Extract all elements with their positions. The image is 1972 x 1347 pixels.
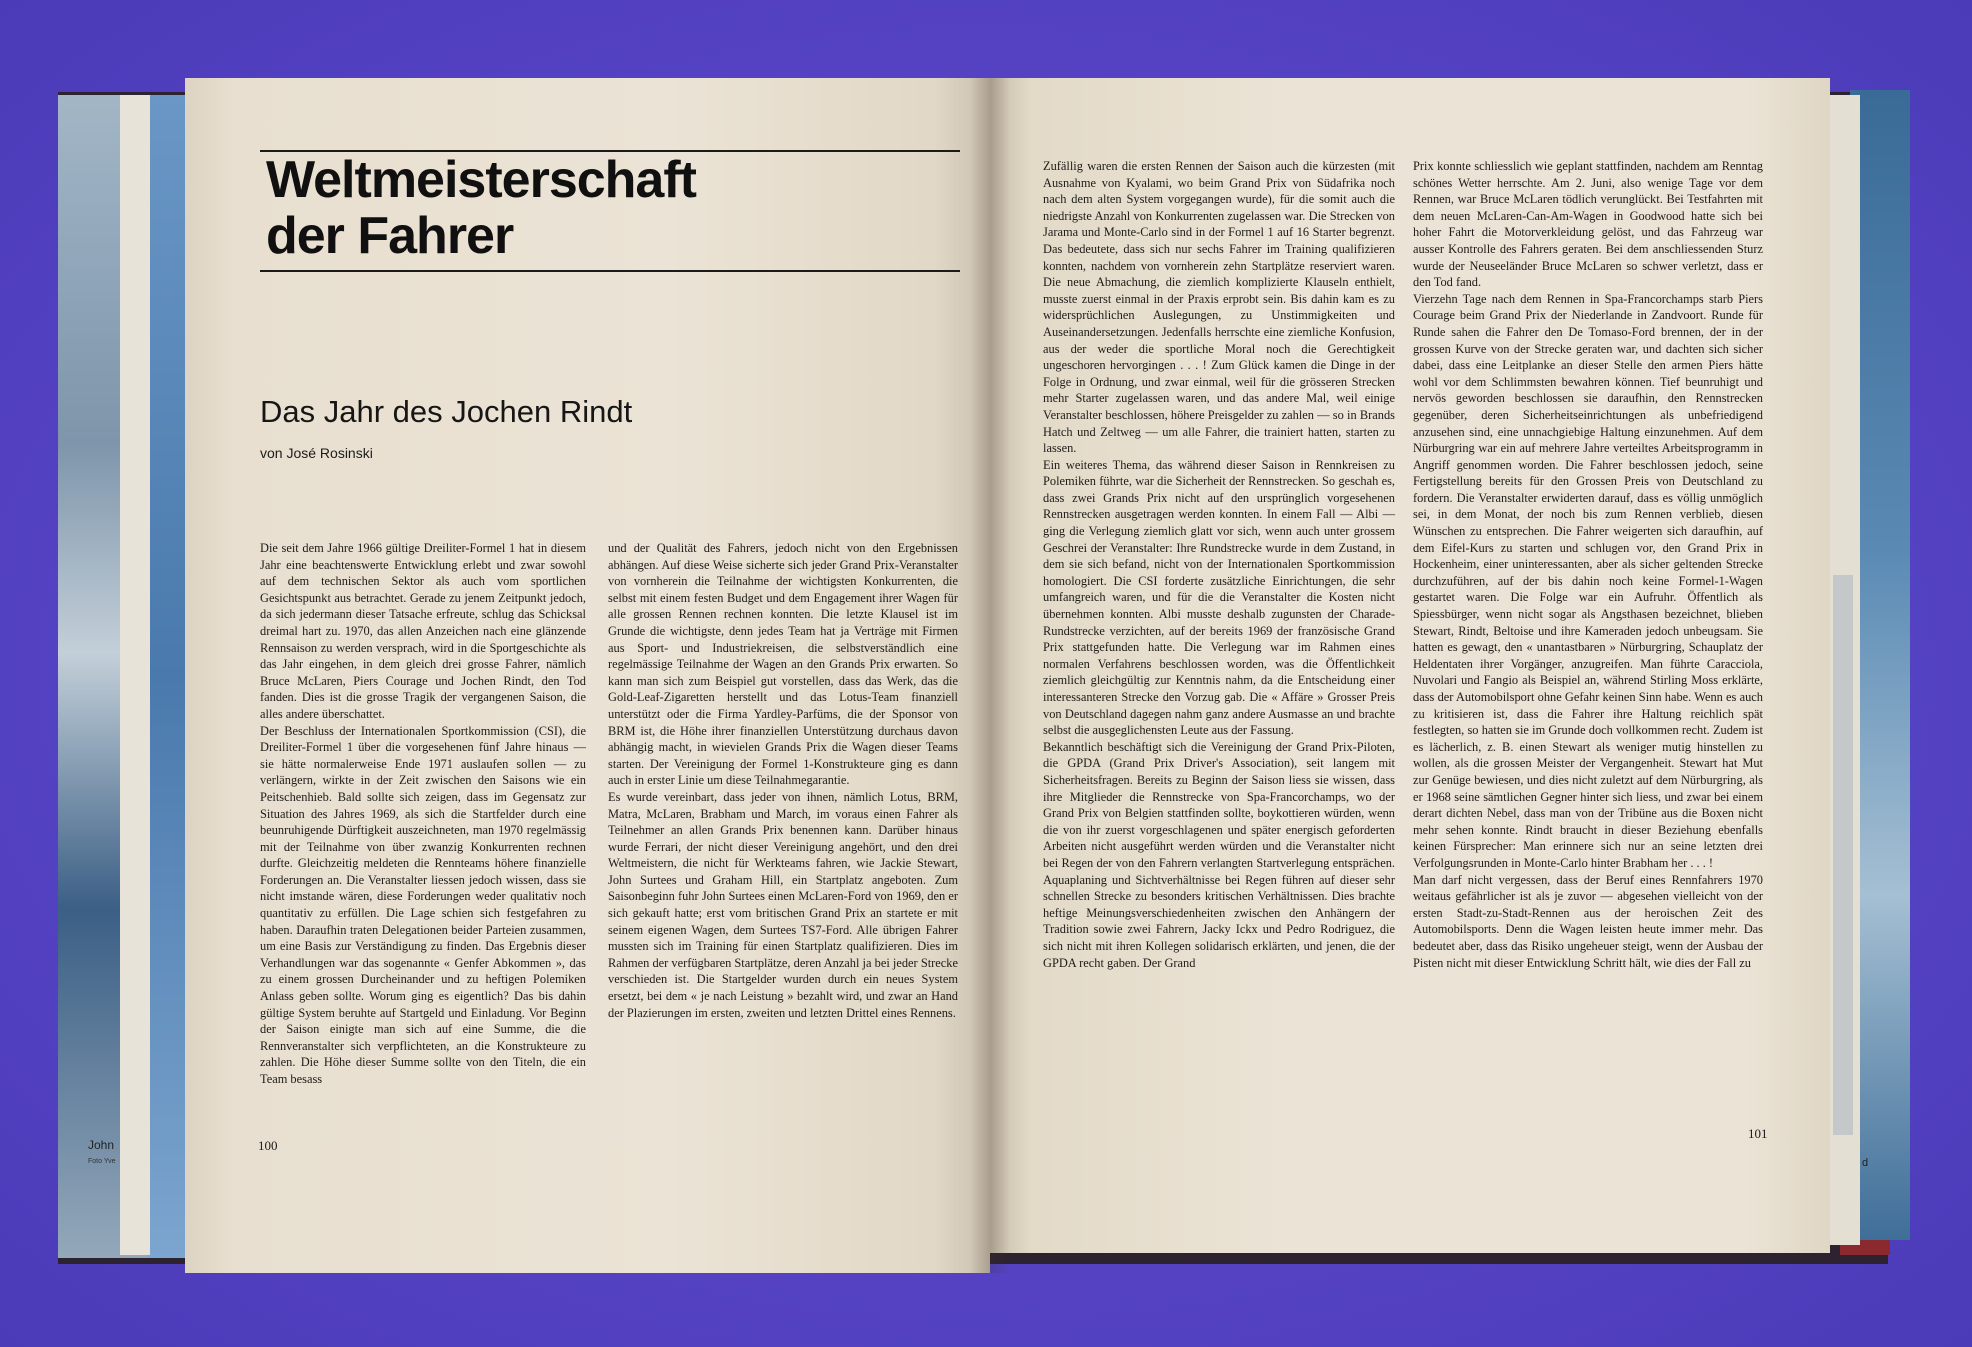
right-page-edge-photo bbox=[1833, 575, 1853, 1135]
paragraph: Prix konnte schliesslich wie geplant stattfinden, nachdem am Renntag schönes Wetter herrschte. Am 2. Juni, also wenige Tage vor dem Rennen, war Bruce McLaren tödlich verunglückt. Bei Testfahrten mit dem neuen McLaren-Can-Am-Wagen in Goodwood hatte sich bei hoher Fahrt die Motorverkleidung gelöst, und das Fahrzeug war ausser Kontrolle des Fahrers geraten. Bei dem anschliessenden Sturz wurde der Neuseeländer Bruce McLaren so schwer verletzt, dass er den Tod fand. bbox=[1413, 159, 1763, 290]
paragraph: Der Beschluss der Internationalen Sportkommission (CSI), die Dreiliter-Formel 1 über die vorgesehenen fünf Jahre hinaus — sie hätte normalerweise Ende 1971 auslaufen sollen — zu verlängern, wirkte in der Zeit zwischen den Saisons wie ein Peitschenhieb. Bald sollte sich zeigen, dass im Gegensatz zur Situation des Jahres 1969, als sich die Startfelder durch eine beunruhigende Dürftigkeit auszeichneten, man 1970 regelmässig mit der Teilnahme von über zwanzig Konkurrenten rechnen durfte. Gleichzeitig meldeten die Rennteams höhere finanzielle Forderungen an. Die Veranstalter liessen jedoch wissen, dass sie nicht imstande wären, diese Forderungen weder qualitativ noch quantitativ zu erfüllen. Die Lage schien sich festgefahren zu haben. Daraufhin traten Delegationen beider Parteien zusammen, um eine Basis zur Verständigung zu finden. Das Ergebnis dieser Verhandlungen war das sogenannte « Genfer Abkommen », das zu einem grossen Durcheinander und zu heftigen Polemiken Anlass geben sollte. Worum ging es eigentlich? Das bis dahin gültige System beruhte auf Startgeld und Einladung. Vor Beginn der Saison einigte man sich auf eine Summe, die die Rennveranstalter sich verpflichteten, an die Konstrukteure zu zahlen. Die Höhe dieser Summe sollte von den Titeln, die ein Team besass bbox=[260, 723, 586, 1086]
page-number-right: 101 bbox=[1748, 1126, 1768, 1141]
article-title: Weltmeisterschaft der Fahrer bbox=[266, 151, 696, 265]
book-gutter bbox=[970, 78, 1010, 1273]
article-byline: von José Rosinski bbox=[260, 445, 373, 461]
title-bottom-rule bbox=[260, 270, 960, 272]
paragraph: und der Qualität des Fahrers, jedoch nicht von den Ergebnissen abhängen. Auf diese Weise sicherte sich jeder Grand Prix-Veranstalter von vornherein die Teilnahme der wichtigsten Konkurrenten, die selbst mit einem festen Budget und dem Engagement ihrer Wagen für alle grossen Rennen rechnen konnten. Die letzte Klausel ist im Grunde die wichtigste, denn jedes Team hat ja Verträge mit Firmen aus Sport- und Industriekreisen, die selbstverständlich eine regelmässige Teilnahme der Wagen an den Grands Prix erwarten. So kann man sich zum Beispiel gut vorstellen, dass das Werk, das die Gold-Leaf-Zigaretten herstellt und das Lotus-Team finanziell unterstützt oder die Firma Yardley-Parfüms, die der Sponsor von BRM ist, die Höhe ihrer finanziellen Unterstützung durchaus davon abhängig macht, in wievielen Grands Prix die Wagen dieser Teams starten. Der Vereinigung der Formel 1-Konstrukteure ging es dann auch in erster Linie um diese Teilnahmegarantie. bbox=[608, 541, 958, 788]
page-number-left: 100 bbox=[258, 1138, 278, 1153]
left-column-1 bbox=[260, 540, 586, 1088]
article-subtitle: Das Jahr des Jochen Rindt bbox=[260, 394, 633, 429]
left-page-stack bbox=[120, 95, 150, 1255]
left-column-2 bbox=[608, 540, 958, 1021]
right-column-1 bbox=[1043, 158, 1395, 971]
left-photo-caption: John bbox=[88, 1138, 115, 1152]
left-photo-credit: Foto Yve bbox=[88, 1158, 116, 1165]
paragraph: Man darf nicht vergessen, dass der Beruf eines Rennfahrers 1970 weitaus gefährlicher ist als je zuvor — abgesehen vielleicht von der ersten Stadt-zu-Stadt-Rennen aus der heroischen Zeit des Automobilsports. Denn die Wagen leisten heute immer mehr. Das bedeutet aber, dass das Risiko ungeheuer steigt, wenn der Ausbau der Pisten nicht mit dieser Entwicklung Schritt hält, wie dies der Fall zu bbox=[1413, 872, 1763, 970]
left-photo-band bbox=[148, 95, 188, 1258]
right-photo-caption: d bbox=[1862, 1157, 1869, 1169]
right-column-2 bbox=[1413, 158, 1763, 971]
paragraph: Ein weiteres Thema, das während dieser Saison in Rennkreisen zu Polemiken führte, war die Sicherheit der Rennstrecken. So geschah es, dass zwei Grands Prix nicht auf den ursprünglich vorgesehenen Rennstrecken ausgetragen werden konnten. In einem Fall — Albi — ging die Verlegung ziemlich glatt vor sich, wenn auch unter grossem Geschrei der Veranstalter: Ihre Rundstrecke wurde in dem Zustand, in dem sie sich befand, nicht von der Internationalen Sportkommission homologiert. Die CSI forderte zusätzliche Einrichtungen, die sehr umfangreich waren, und für die die Veranstalter die Kosten nicht übernehmen konnten. Albi musste deshalb zugunsten der Charade-Rundstrecke verzichten, auf der bereits 1969 der französische Grand Prix stattgefunden hatte. Die Verlegung war im Rahmen eines normalen Verfahrens beschlossen worden, was die Öffentlichkeit ziemlich gleichgültig zur Kenntnis nahm, da die Entscheidung einer interessanteren Strecke den Vorzug gab. Die « Affäre » Grosser Preis von Deutschland dagegen nahm ganz andere Ausmasse an und brachte selbst die ausgeglichensten Leute aus der Fassung. bbox=[1043, 457, 1395, 738]
paragraph: Es wurde vereinbart, dass jeder von ihnen, nämlich Lotus, BRM, Matra, McLaren, Brabham und March, im voraus einen Fahrer als Teilnehmer an allen Grands Prix benennen kann. Darüber hinaus wurde Ferrari, der nicht dieser Vereinigung angehört, und den drei Weltmeistern, die nicht für Werkteams fahren, wie Jackie Stewart, John Surtees und Graham Hill, ein Startplatz angeboten. Zum Saisonbeginn fuhr John Surtees einen McLaren-Ford von 1969, den er sich gekauft hatte; erst vom britischen Grand Prix an startete er mit seinem eigenen Wagen, dem Surtees TS7-Ford. Alle übrigen Fahrer mussten sich im Training für einen Startplatz qualifizieren. Dies im Rahmen der verfügbaren Startplätze, deren Anzahl ja bei jeder Strecke verschieden ist. Die Startgelder wurden durch ein neues System ersetzt, bei dem « je nach Leistung » bezahlt wird, und zwar an Hand der Plazierungen im ersten, zweiten und letzten Drittel eines Rennens. bbox=[608, 789, 958, 1020]
paragraph: Die seit dem Jahre 1966 gültige Dreiliter-Formel 1 hat in diesem Jahr eine beachtenswerte Entwicklung erlebt und zwar sowohl auf dem technischen Sektor als auch vom sportlichen Gesichtspunkt aus betrachtet. Gerade zu jenem Zeitpunkt jedoch, da sich jedermann dieser Tatsache erfreute, schlug das Schicksal dreimal hart zu. 1970, das allen Anzeichen nach eine glänzende Rennsaison zu werden versprach, wird in die Sportgeschichte als das Jahr eingehen, in dem gleich drei grosse Fahrer, nämlich Bruce McLaren, Piers Courage und Jochen Rindt, den Tod fanden. Dies ist die grosse Tragik der vergangenen Saison, die alles andere überschattet. bbox=[260, 541, 586, 721]
paragraph: Zufällig waren die ersten Rennen der Saison auch die kürzesten (mit Ausnahme von Kyalami, wo beim Grand Prix von Südafrika noch nach dem alten System vorgegangen wurde), für die somit auch die niedrigste Anzahl von Konkurrenten zugelassen war. Die Strecken von Jarama und Monte-Carlo sind in der Formel 1 auf 16 Starter begrenzt. Das bedeutete, dass sich nur sechs Fahrer im Training qualifizieren konnten, nachdem von vornherein zehn Startplätze reserviert waren. Die neue Abmachung, die ziemlich komplizierte Klauseln enthielt, musste zuerst einmal in der Praxis erprobt sein. Bis dahin kam es zu widersprüchlichen Auslegungen, zu Unstimmigkeiten und Auseinandersetzungen. Jedenfalls herrschte eine ziemliche Konfusion, aus der weder die sportliche Moral noch die Gerechtigkeit ungeschoren hervorgingen . . . ! Zum Glück kamen die Dinge in der Folge in Ordnung, und zwar einmal, weil für die grösseren Strecken mehr Starter zugelassen waren, und das andere Mal, weil einige Veranstalter beschlossen, höhere Preisgelder zu zahlen — so in Brands Hatch und Zeltweg — um alle Fahrer, die trainiert hatten, starten zu lassen. bbox=[1043, 159, 1395, 456]
paragraph: Bekanntlich beschäftigt sich die Vereinigung der Grand Prix-Piloten, die GPDA (Grand Prix Driver's Association), seit langem mit Sicherheitsfragen. Bereits zu Beginn der Saison liess sie wissen, dass ihre Mitglieder die Rennstrecke von Spa-Francorchamps, wo der Grand Prix von Belgien stattfinden sollte, boykottieren würden, wenn die von ihr zuerst vorgeschlagenen und später energisch geforderten Arbeiten nicht ausgeführt werden würden und die Veranstalter nicht bei Regen der von den Fahrern verlangten Startverlegung entsprächen. Aquaplaning und Sichtverhältnisse bei Regen führen auf dieser sehr schnellen Strecke zu besonders kritischen Verhältnissen. Dies brachte heftige Meinungsverschiedenheiten zwischen den Anhängern der Tradition sowie zwei Fahrern, Jacky Ickx und Pedro Rodriguez, die sich nicht mit ihren Kollegen solidarisch erklärten, und jenen, die der GPDA recht gaben. Der Grand bbox=[1043, 739, 1395, 970]
paragraph: Vierzehn Tage nach dem Rennen in Spa-Francorchamps starb Piers Courage beim Grand Prix der Niederlande in Zandvoort. Runde für Runde sahen die Fahrer den De Tomaso-Ford brennen, der in der grossen Kurve von der Strecke geraten war, und dachten sich sicher dabei, dass eine Leitplanke an dieser Stelle den armen Piers hätte wohl vor dem Schlimmsten bewahren können. Tief beunruhigt und nervös geworden beschlossen sie daraufhin, den Rennstrecken gegenüber, deren Sicherheitseinrichtungen als unbefriedigend anzusehen sind, eine unnachgiebige Haltung einzunehmen. Auf dem Nürburgring war ein auf mehrere Jahre verteiltes Arbeitsprogramm in Angriff genommen worden. Die Fahrer beschlossen jedoch, seine Fertigstellung bereits für den Grossen Preis von Deutschland zu fordern. Die Veranstalter erwiderten darauf, dass es völlig unmöglich sei, in dem Monat, der noch bis zum Rennen verblieb, diesen Wünschen zu entsprechen. Die Fahrer weigerten sich daraufhin, auf dem Eifel-Kurs zu starten und schlugen vor, den Grand Prix in Hockenheim, einer uninteressanten, aber als sicher geltenden Strecke durchzuführen, auf der bis dahin noch keine Formel-1-Wagen gestartet waren. Die Folge war ein Aufruhr. Öffentlich als Spiessbürger, wenn nicht sogar als Angsthasen bezeichnet, blieben Stewart, Rindt, Beltoise und ihre Kameraden jedoch unbeugsam. Sie hatten es gewagt, den « unantastbaren » Nürburgring, Schauplatz der Heldentaten ihrer Vorgänger, anzugreifen. Man führte Caracciola, Nuvolari und Fangio als Beispiel an, während Stirling Moss erklärte, dass der Automobilsport ohne Gefahr keinen Sinn habe. Wenn es auch zu kritisieren ist, dass die Fahrer ihre Haltung reichlich spät festlegten, so hatten sie im Grunde doch vollkommen recht. Zudem ist es lächerlich, z. B. einen Stewart als weniger mutig hinstellen zu wollen, als die grossen Meister der Vergangenheit. Stewart hat Mut zur Genüge bewiesen, und dies nicht zuletzt auf dem Nürburgring, als er 1968 seine sämtlichen Gegner hinter sich liess, und zwar bei einem derart dichten Nebel, dass man von der Tribüne aus die Boxen nicht mehr sehen konnte. Rindt braucht in dieser Beziehung ebenfalls keinen Fürsprecher: Man erinnere sich nur an seine letzten drei Verfolgungsrunden in Monte-Carlo hinter Brabham her . . . ! bbox=[1413, 291, 1763, 870]
